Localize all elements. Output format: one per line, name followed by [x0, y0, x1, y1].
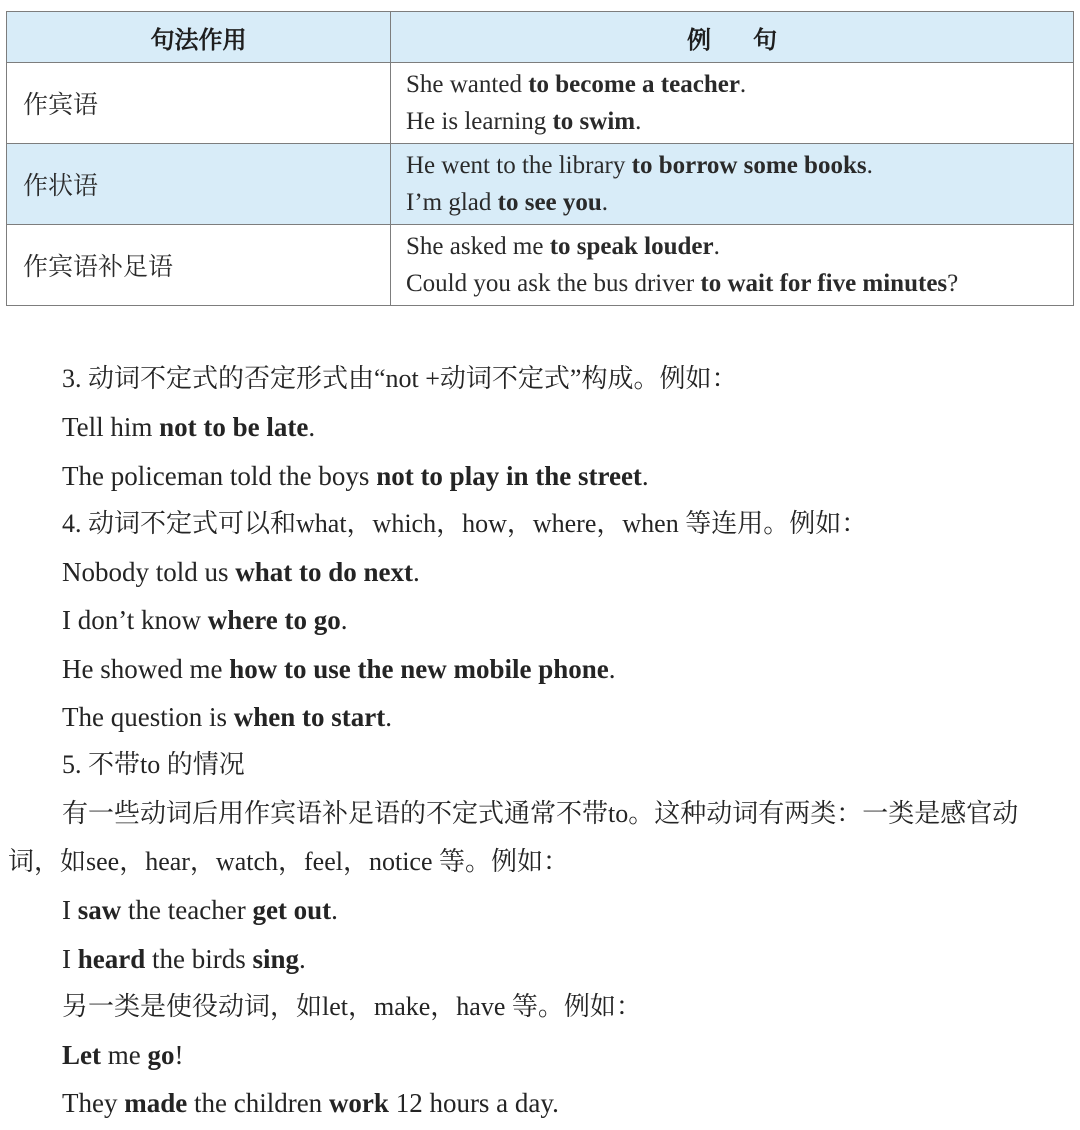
example-highlight: not to be late	[159, 412, 309, 443]
line-text: the teacher	[121, 895, 253, 926]
line-text: the children	[187, 1088, 329, 1119]
example-highlight: go	[147, 1040, 175, 1071]
header-function: 句法作用	[7, 12, 391, 63]
line-text: 3. 动词不定式的否定形式由“not +动词不定式”构成。例如：	[62, 364, 738, 393]
table-row	[7, 144, 1074, 225]
line-text: Tell him	[62, 412, 160, 443]
example-highlight: to wait for five minutes	[700, 270, 948, 297]
example-highlight: when to start	[233, 702, 386, 733]
example-text: .	[713, 233, 720, 260]
table-row	[7, 225, 1074, 306]
line-text: Nobody told us	[62, 557, 236, 588]
line-text: .	[340, 605, 348, 636]
table-header-row	[7, 12, 1074, 63]
example-sentence	[406, 66, 1073, 103]
line-text: .	[308, 412, 316, 443]
line-text: me	[100, 1040, 148, 1071]
line-text: He showed me	[62, 653, 230, 684]
example-sentence	[0, 695, 1080, 743]
example-sentence	[406, 184, 1073, 221]
example-highlight: to become a teacher	[528, 71, 740, 98]
grammar-notes	[0, 357, 1080, 1130]
line-text: the birds	[145, 943, 253, 974]
function-cell: 作宾语	[7, 63, 391, 144]
explanation-line	[0, 840, 1080, 888]
example-text: She wanted	[406, 71, 529, 98]
example-sentence	[0, 1033, 1080, 1081]
example-highlight: not to play in the street	[376, 460, 642, 491]
line-text: 12 hours a day.	[388, 1088, 559, 1119]
line-text: 4. 动词不定式可以和what，which，how，where，when 等连用。例如：	[62, 508, 868, 538]
explanation-line	[0, 357, 1080, 405]
examples-cell	[391, 63, 1074, 144]
example-sentence	[0, 405, 1080, 453]
example-text: .	[866, 152, 873, 179]
line-text: I don’t know	[62, 605, 208, 636]
header-examples: 例 句	[391, 12, 1074, 63]
examples-cell	[391, 144, 1074, 225]
line-text: !	[174, 1040, 184, 1071]
example-sentence	[0, 598, 1080, 646]
example-highlight: to swim	[552, 108, 636, 135]
example-sentence	[0, 550, 1080, 598]
example-highlight: to borrow some books	[631, 152, 867, 179]
example-sentence	[406, 265, 1073, 302]
example-highlight: made	[124, 1088, 188, 1119]
table-row	[7, 63, 1074, 144]
function-cell: 作状语	[7, 144, 391, 225]
explanation-line	[0, 792, 1080, 840]
line-text: .	[331, 895, 338, 926]
example-highlight: heard	[77, 943, 146, 974]
example-highlight: how to use the new mobile phone	[229, 653, 609, 684]
explanation-line	[0, 985, 1080, 1033]
line-text: They	[62, 1088, 125, 1119]
line-text: I	[62, 895, 78, 926]
example-sentence	[0, 937, 1080, 985]
example-sentence	[406, 228, 1073, 265]
example-text: Could you ask the bus driver	[406, 270, 701, 297]
example-text: .	[739, 71, 747, 98]
line-text: The policeman told the boys	[62, 460, 377, 491]
example-text: He is learning	[406, 108, 553, 135]
example-highlight: to see you	[497, 189, 602, 216]
line-text: I	[62, 943, 78, 974]
example-highlight: get out	[252, 895, 332, 926]
line-text: The question is	[62, 702, 234, 733]
explanation-line	[0, 502, 1080, 550]
function-cell: 作宾语补足语	[7, 225, 391, 306]
example-sentence	[406, 103, 1073, 140]
example-text: I’m glad	[406, 189, 498, 216]
example-sentence	[406, 147, 1073, 184]
line-text: 词，如see，hear，watch，feel，notice 等。例如：	[8, 846, 570, 876]
example-text: ?	[947, 270, 959, 297]
example-sentence	[0, 888, 1080, 936]
explanation-line	[0, 743, 1080, 791]
example-text: He went to the library	[406, 152, 632, 179]
example-sentence	[0, 647, 1080, 695]
line-text: 有一些动词后用作宾语补足语的不定式通常不带to。这种动词有两类：一类是感官动	[62, 798, 1019, 828]
line-text: .	[608, 653, 616, 684]
example-highlight: work	[328, 1088, 389, 1119]
line-text: .	[413, 557, 420, 588]
line-text: .	[385, 702, 392, 733]
examples-cell	[391, 225, 1074, 306]
line-text: .	[299, 943, 306, 974]
example-text: .	[601, 189, 609, 216]
line-text: 另一类是使役动词，如let，make，have 等。例如：	[62, 991, 642, 1021]
line-text: .	[641, 460, 649, 491]
grammar-table	[6, 11, 1074, 306]
example-highlight: to speak louder	[549, 233, 714, 260]
example-text: .	[635, 108, 642, 135]
line-text: 5. 不带to 的情况	[62, 750, 245, 780]
example-highlight: what to do next	[235, 557, 414, 588]
example-highlight: saw	[77, 895, 122, 926]
example-sentence	[0, 454, 1080, 502]
example-highlight: sing	[252, 943, 300, 974]
example-highlight: Let	[62, 1040, 101, 1071]
example-text: She asked me	[406, 233, 550, 260]
example-highlight: where to go	[207, 605, 341, 636]
